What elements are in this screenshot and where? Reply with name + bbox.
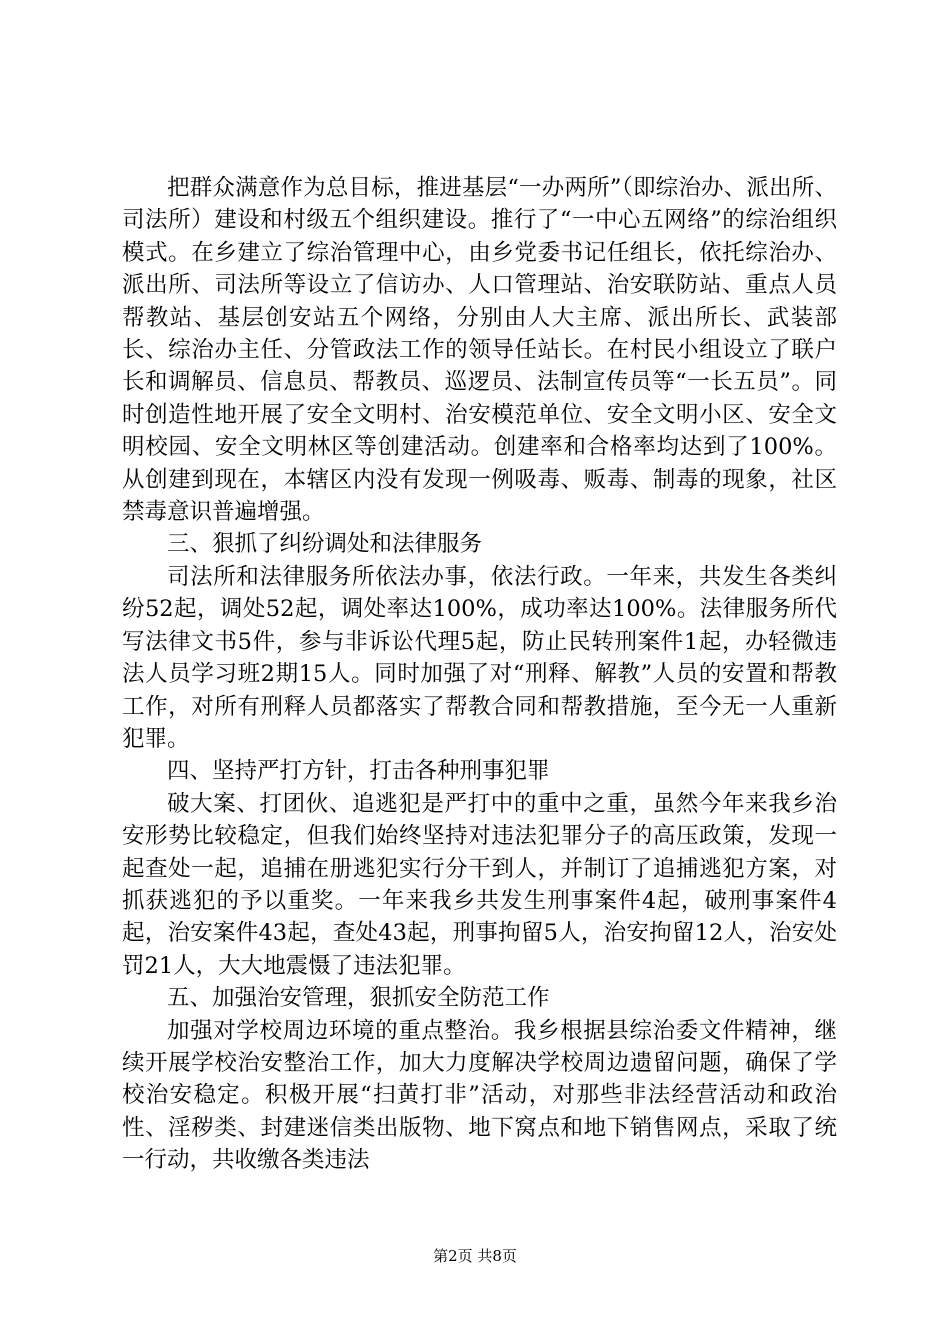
paragraph-crime: 破大案、打团伙、追逃犯是严打中的重中之重，虽然今年来我乡治安形势比较稳定，但我们始终坚持对违法犯罪分子的高压政策，发现一起查处一起，追捕在册逃犯实行分干到人，并制订了追捕逃犯方案，对抓获逃犯的予以重奖。一年来我乡共发生刑事案件4起，破刑事案件4起，治安案件43起，查处43起，刑事拘留5人，治安拘留12人，治安处罚21人，大大地震慑了违法犯罪。 (122, 790, 837, 979)
section-heading-4: 四、坚持严打方针，打击各种刑事犯罪 (167, 758, 550, 785)
page-footer: 第2页 共8页 (433, 1247, 517, 1265)
document-body (122, 172, 837, 1177)
section-heading-3: 三、狠抓了纠纷调处和法律服务 (167, 531, 483, 558)
section-heading-5: 五、加强治安管理，狠抓安全防范工作 (167, 985, 550, 1012)
paragraph-security: 加强对学校周边环境的重点整治。我乡根据县综治委文件精神，继续开展学校治安整治工作，加大力度解决学校周边遗留问题，确保了学校治安稳定。积极开展“扫黄打非”活动，对那些非法经营活动和政治性、淫秽类、封建迷信类出版物、地下窝点和地下销售网点，采取了统一行动，共收缴各类违法 (122, 1017, 837, 1174)
paragraph-disputes: 司法所和法律服务所依法办事，依法行政。一年来，共发生各类纠纷52起，调处52起，调处率达100%，成功率达100%。法律服务所代写法律文书5件，参与非诉讼代理5起，防止民转刑案件1起，办轻微违法人员学习班2期15人。同时加强了对“刑释、解教”人员的安置和帮教工作，对所有刑释人员都落实了帮教合同和帮教措施，至今无一人重新犯罪。 (122, 563, 837, 752)
paragraph-organization: 把群众满意作为总目标，推进基层“一办两所”（即综治办、派出所、司法所）建设和村级五个组织建设。推行了“一中心五网络”的综治组织模式。在乡建立了综治管理中心，由乡党委书记任组长，依托综治办、派出所、司法所等设立了信访办、人口管理站、治安联防站、重点人员帮教站、基层创安站五个网络，分别由人大主席、派出所长、武装部长、综治办主任、分管政法工作的领导任站长。在村民小组设立了联户长和调解员、信息员、帮教员、巡逻员、法制宣传员等“一长五员”。同时创造性地开展了安全文明村、治安模范单位、安全文明小区、安全文明校园、安全文明林区等创建活动。创建率和合格率均达到了100%。从创建到现在，本辖区内没有发现一例吸毒、贩毒、制毒的现象，社区禁毒意识普遍增强。 (122, 175, 837, 526)
